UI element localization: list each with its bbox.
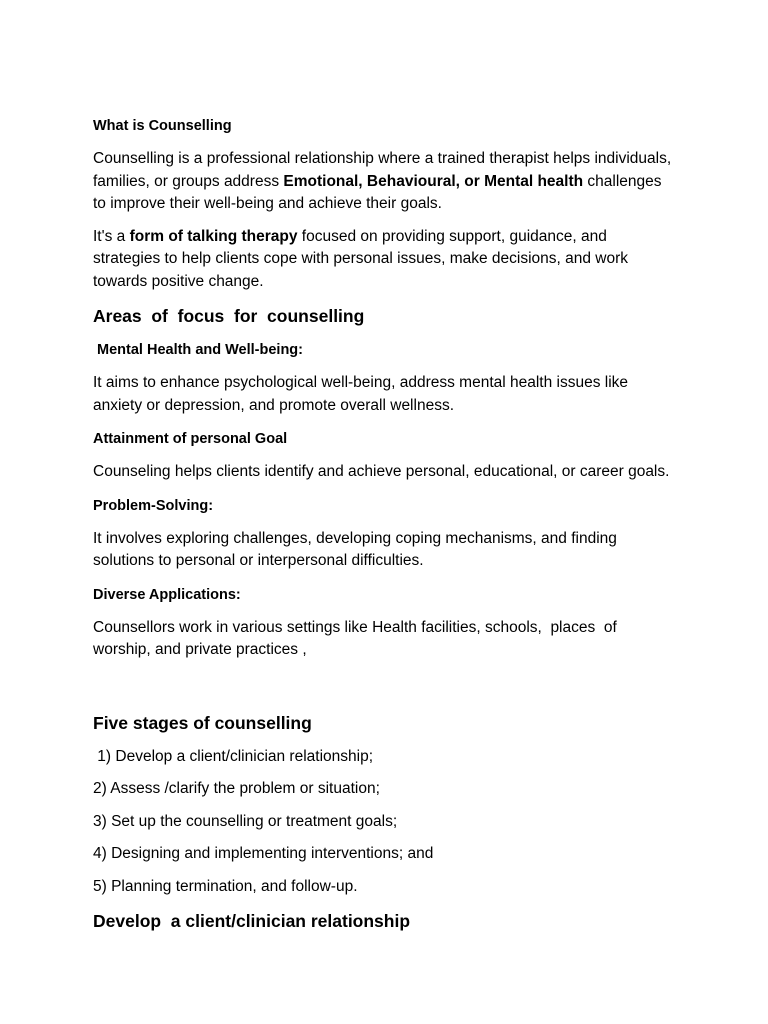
area-title: Mental Health and Well-being: <box>93 342 303 358</box>
stage-item: 1) Develop a client/clinician relationship; <box>93 747 374 765</box>
document-page <box>93 117 673 932</box>
area-title: Problem-Solving: <box>93 497 214 514</box>
areas-heading: Areas of focus for counselling <box>93 306 365 326</box>
next-section-heading: Develop a client/clinician relationship <box>93 911 411 931</box>
stages-heading: Five stages of counselling <box>93 712 312 733</box>
stage-item: 2) Assess /clarify the problem or situation; <box>93 780 380 797</box>
area-title: Diverse Applications: <box>93 586 241 603</box>
area-text: It aims to enhance psychological well-being, address mental health issues like anxiety or depression, and promote overall wellness. <box>93 374 629 414</box>
area-text: It involves exploring challenges, developing coping mechanisms, and finding solutions to personal or interpersonal difficulties. <box>93 529 617 569</box>
stage-item: 5) Planning termination, and follow-up. <box>93 877 358 895</box>
section-title-what-is-counselling: What is Counselling <box>93 118 232 134</box>
area-text: Counsellors work in various settings like Health facilities, schools, places of worship, and private practices , <box>93 618 622 658</box>
intro-paragraph-1 <box>93 148 673 216</box>
intro-p1-bold: Emotional, Behavioural, or Mental health <box>283 172 584 190</box>
area-title: Attainment of personal Goal <box>93 431 288 447</box>
intro-paragraph-2 <box>93 226 673 294</box>
intro-p2-text-end: focused on providing support, guidance, and strategies to help clients cope with personal issues, make decisions, and work towards positive change. <box>93 227 629 290</box>
intro-p2-text: It's a <box>93 227 130 245</box>
intro-p1-text: Counselling is a professional relationship where a trained therapist helps individuals, families, or groups address <box>93 150 672 190</box>
area-text: Counseling helps clients identify and achieve personal, educational, or career goals. <box>93 463 670 480</box>
stage-item: 3) Set up the counselling or treatment goals; <box>93 812 398 830</box>
intro-p1-text-end: challenges to improve their well-being and achieve their goals. <box>93 172 662 212</box>
intro-p2-bold: form of talking therapy <box>129 227 298 245</box>
stage-item: 4) Designing and implementing interventions; and <box>93 845 434 862</box>
